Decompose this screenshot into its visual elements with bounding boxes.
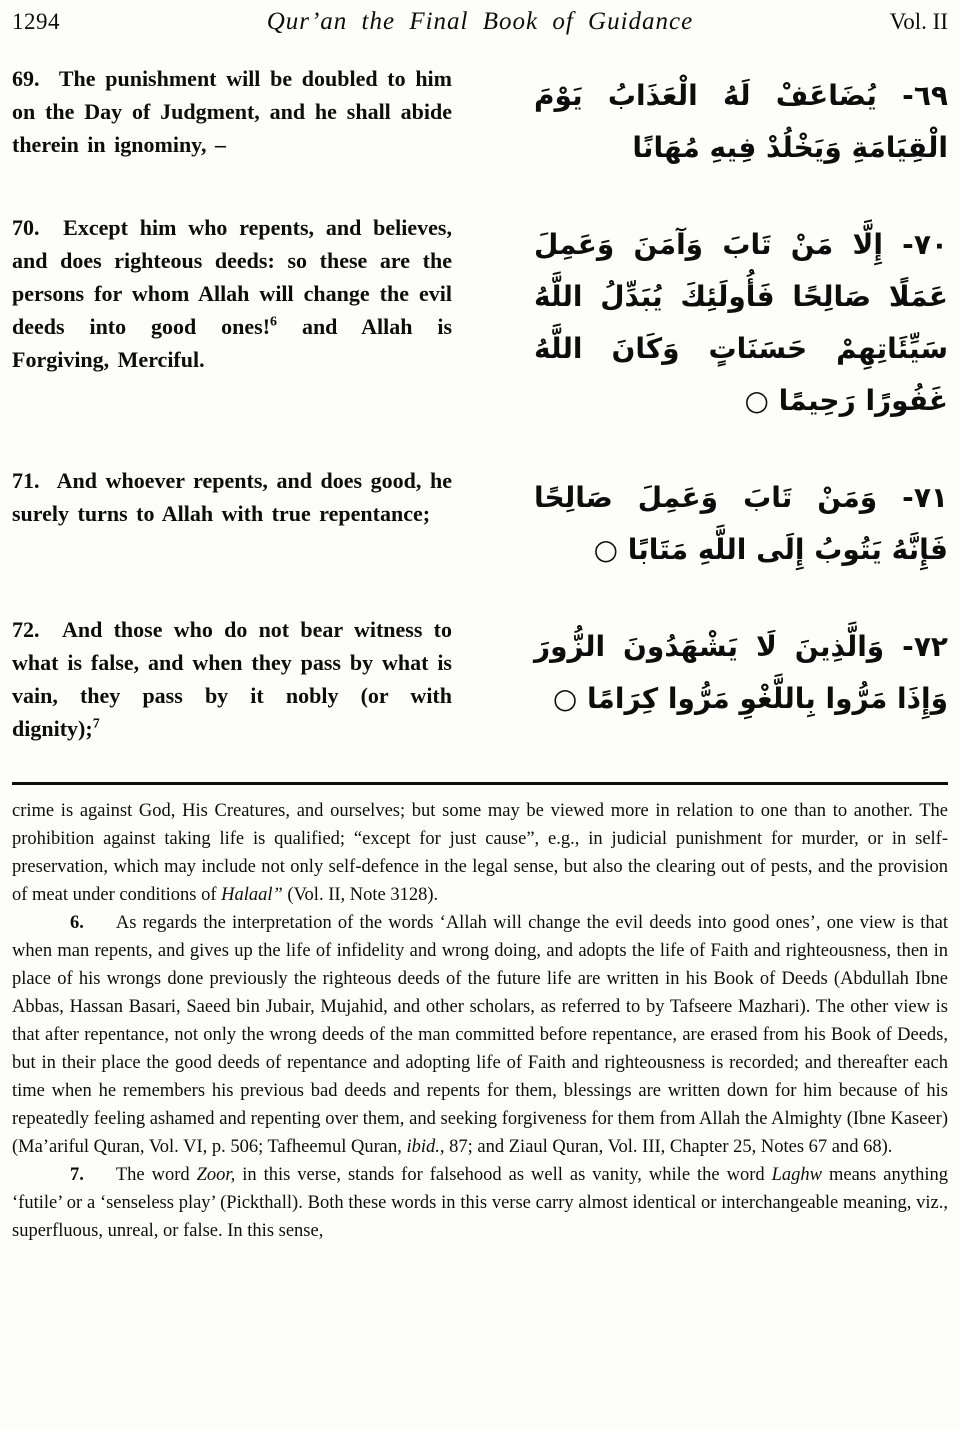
verse-71-arabic: ٧١- وَمَنْ تَابَ وَعَمِلَ صَالِحًا فَإِنَّهُ يَتُوبُ إِلَى اللَّهِ مَتَابًا ○ [534,481,948,566]
footnote-text-segment: The word [115,1165,197,1185]
verse-row-69 [12,62,948,174]
verse-row-70 [12,211,948,427]
verse-row-71 [12,464,948,576]
footnote-text-segment: Halaal” [221,885,283,905]
verse-text: 71. And whoever repents, and does good, he surely turns to Allah with true repentance; [12,468,452,526]
footnote-ref-7: 7 [92,716,100,732]
verse-70-arabic: ٧٠- إِلَّا مَنْ تَابَ وَآمَنَ وَعَمِلَ عَمَلًا صَالِحًا فَأُولَئِكَ يُبَدِّلُ اللَّهُ سَيِّئَاتِهِمْ حَسَنَاتٍ وَكَانَ اللَّهُ غَفُورًا رَحِيمًا ○ [534,228,948,417]
verse-72-english [12,613,452,745]
verse-71-english [12,464,452,530]
verse-text: 70. Except him who repents, and believes, and does righteous deeds: so these are the persons for whom Allah will change the evil deeds into good ones! [12,215,452,339]
footnote-number: 6. [70,913,84,933]
verse-row-72 [12,613,948,745]
footnote-text-segment: 87; and Ziaul Quran, Vol. III, Chapter 25, Notes 67 and 68). [444,1137,893,1157]
footnote-7 [12,1161,948,1245]
verse-text: 72. And those who do not bear witness to what is false, and when they pass by what is vain, they pass by it nobly (or with dignity); [12,617,452,741]
verse-69-arabic: ٦٩- يُضَاعَفْ لَهُ الْعَذَابُ يَوْمَ الْقِيَامَةِ وَيَخْلُدْ فِيهِ مُهَانًا [534,79,948,164]
verses-section [12,62,948,745]
page-header [12,8,948,36]
footnote-6 [12,909,948,1161]
page-number: 1294 [12,9,60,34]
footnote-text-segment: As regards the interpretation of the words ‘Allah will change the evil deeds into good ones’, one view is that when man repents, and gives up the life of infidelity and wrong doing, and adopts the life of Faith and righteousness, then in place of his wrongs done previously the righteous deeds of the future life are written in his Book of Deeds (Abdullah Ibne Abbas, Hassan Basari, Saeed bin Jubair, Mujahid, and other scholars, as referred to by Tafseere Mazhari). The other view is that after repentance, not only the wrong deeds of the man committed before repentance, are erased from his Book of Deeds, but in their place the good deeds of repentance and adopting life of Faith and righteousness is recorded; and thereafter each time when he remembers his previous bad deeds and repents for them, blessings are written down for him because of his repeatedly feeling ashamed and repenting over them, and seeking forgiveness for them from Allah the Almighty (Ibne Kaseer) (Ma’ariful Quran, Vol. VI, p. 506; Tafheemul Quran, [12,913,948,1157]
footnote-text-segment: means anything ‘futile’ or a ‘senseless play’ (Pickthall). Both these words in this verse carry almost identical or interchangeable meaning, viz., superfluous, unreal, or false. In this sense, [12,1165,948,1241]
footnote-continuation [12,797,948,909]
verse-text: 69. The punishment will be doubled to him on the Day of Judgment, and he shall abide therein in ignominy, – [12,66,452,157]
footnote-number: 7. [70,1165,84,1185]
footnote-text-segment: Zoor, [196,1165,236,1185]
footnote-text-segment: crime is against God, His Creatures, and ourselves; but some may be viewed more in relation to one than to another. The prohibition against taking life is qualified; “except for just cause”, e.g., in judicial punishment for murder, or in self-preservation, which may include not only self-defence in the legal sense, but also the clearing out of pests, and the provision of meat under conditions of [12,801,948,905]
footnote-text-segment: in this verse, stands for falsehood as well as vanity, while the word [235,1165,772,1185]
footnote-text-segment: Laghw [771,1165,822,1185]
verse-70-english [12,211,452,376]
verse-69-english [12,62,452,161]
footnote-ref-6: 6 [270,314,278,330]
footnote-divider [12,782,948,785]
footnote-text-segment: (Vol. II, Note 3128). [282,885,439,905]
verse-72-arabic: ٧٢- وَالَّذِينَ لَا يَشْهَدُونَ الزُّورَ وَإِذَا مَرُّوا بِاللَّغْوِ مَرُّوا كِرَامًا ○ [534,630,948,715]
footnote-text-segment: ibid., [406,1137,445,1157]
book-title: Qur’an the Final Book of Guidance [266,8,694,35]
volume-label: Vol. II [889,9,948,34]
footnotes-section [12,782,948,1245]
verse-text: and Allah is Forgiving, Merciful. [12,314,453,372]
